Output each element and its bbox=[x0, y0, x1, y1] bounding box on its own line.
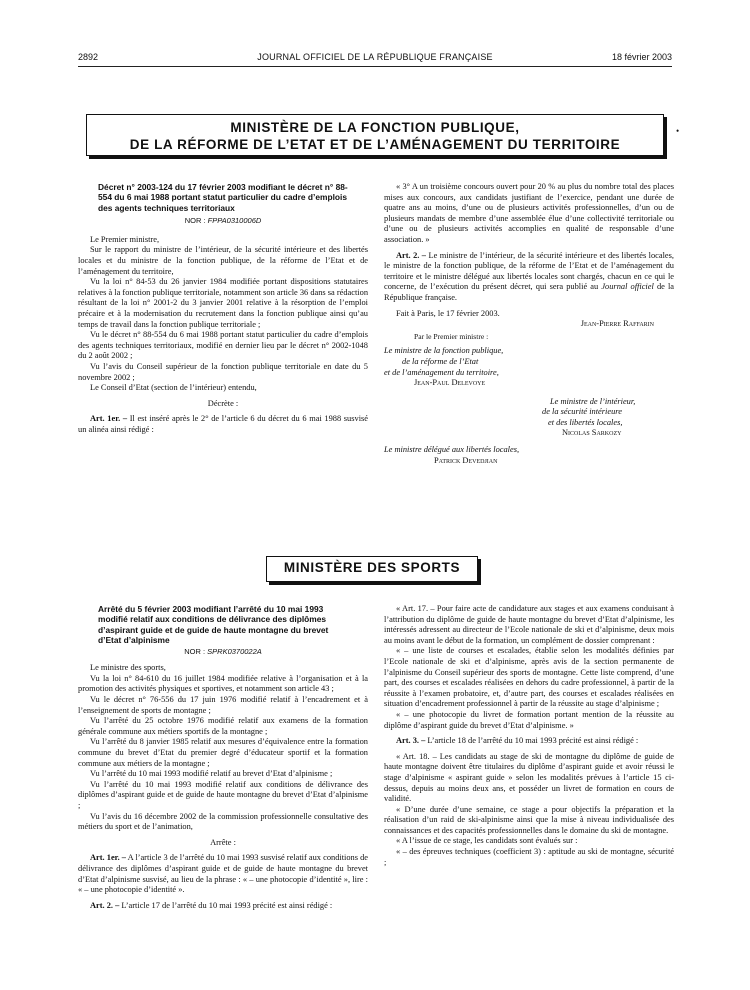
decret-art2-end: de la République française. bbox=[384, 282, 675, 302]
decret-right-column bbox=[384, 182, 674, 466]
decret-decrete: Décrète : bbox=[207, 398, 239, 408]
header-rule bbox=[78, 66, 672, 67]
decret-art1-text: Il est inséré après le 2° de l’article 6 du décret du 6 mai 1988 susvisé un alinéa ainsi rédigé : bbox=[78, 414, 368, 434]
arrete-epreuves: « – des épreuves techniques (coefficient 3) : aptitude au ski de montagne, sécurité ; bbox=[384, 847, 674, 867]
arrete-issue: « A l’issue de ce stage, les candidats sont évalués sur : bbox=[396, 836, 578, 846]
margin-mark: • bbox=[676, 126, 680, 136]
arrete-item2: « – une photocopie du livret de formation portant mention de la réussite au diplôme d’aspirant guide du brevet d’Etat d’alpinisme. » bbox=[384, 709, 674, 730]
arrete-p3: Vu le décret n° 76-556 du 17 juin 1976 modifié relatif à l’encadrement et à l’enseignement de sports de montagne ; bbox=[78, 695, 368, 715]
ministry-heading-line2: DE LA RÉFORME DE L’ETAT ET DE L’AMÉNAGEMENT DU TERRITOIRE bbox=[129, 137, 621, 152]
signature-del: Patrick Devedjian bbox=[434, 455, 498, 465]
signature-pm: Jean-Pierre Raffarin bbox=[580, 319, 654, 329]
signature-fp: Jean-Paul Delevoye bbox=[414, 378, 486, 388]
arrete-item1: « – une liste de courses et escalades, établie selon les modalités définies par l’Ecole nationale de ski et d’alpinisme, après avis de la section permanente de l’alpinisme du Conseil supérieur des sports de montagne. Cette liste comprend, d’une part, des courses et escalades réalisées en dehors du cadre professionnel, à partir de la réussite à l’examen probatoire, et, d’autre part, des courses et escalades réalisées en situation d’encadrement professionnel à partir de la réussite au stage d’alpinisme ; bbox=[384, 646, 674, 709]
nor-code: SPRK0370022A bbox=[207, 646, 262, 656]
issue-date: 18 février 2003 bbox=[611, 52, 672, 62]
decret-p6: Le Conseil d’Etat (section de l’intérieur) entendu, bbox=[90, 383, 257, 393]
decret-p2: Sur le rapport du ministre de l’intérieur, de la sécurité intérieure et des libertés locales et du ministre de la fonction publique, de la réforme de l’Etat et de l’aménagement du territoire, bbox=[78, 245, 368, 276]
decret-fait: Fait à Paris, le 17 février 2003. bbox=[396, 308, 500, 318]
min-int-line3: et des libertés locales, bbox=[548, 417, 623, 427]
arrete-art18: « Art. 18. – Les candidats au stage de ski de montagne du diplôme de guide de haute montagne doivent être titulaires du diplôme d’aspirant guide et avoir réussi le stage d’alpinisme « aspirant guide » selon les modalités prévues à l’article 15 ci-dessus, depuis au moins deux ans, et posséder un livret de formation en cours de validité. bbox=[384, 751, 674, 804]
ministry-sports-box: MINISTÈRE DES SPORTS bbox=[266, 556, 478, 582]
nor-label: NOR : bbox=[184, 216, 206, 226]
min-fp-line2: de la réforme de l’Etat bbox=[402, 356, 479, 366]
decret-art1-label: Art. 1er. – bbox=[90, 414, 128, 424]
arrete-p2: Vu la loi n° 84-610 du 16 juillet 1984 modifiée relative à l’organisation et à la promotion des activités physiques et sportives, et notamment son article 43 ; bbox=[78, 673, 368, 694]
arrete-art3-label: Art. 3. – bbox=[396, 736, 426, 746]
arrete-p8: Vu l’avis du 16 décembre 2002 de la commission professionnelle consultative des métiers du sport et de l’animation, bbox=[78, 811, 368, 832]
arrete-title: Arrêté du 5 février 2003 modifiant l’arrêté du 10 mai 1993 modifié relatif aux conditions de délivrance des diplômes d’aspirant guide et de guide de haute montagne du brevet d’Etat d’alpinisme bbox=[98, 604, 329, 646]
arrete-art2-text: L’article 17 de l’arrêté du 10 mai 1993 précité est ainsi rédigé : bbox=[121, 900, 333, 910]
arrete-art2-label: Art. 2. – bbox=[90, 900, 120, 910]
min-del-line: Le ministre délégué aux libertés locales, bbox=[384, 445, 520, 455]
arrete-p1: Le ministre des sports, bbox=[90, 663, 166, 673]
ministry-heading-line1: MINISTÈRE DE LA FONCTION PUBLIQUE, bbox=[230, 120, 520, 135]
min-int-line1: Le ministre de l’intérieur, bbox=[550, 396, 636, 406]
decret-p4: Vu le décret n° 88-554 du 6 mai 1988 portant statut particulier du cadre d’emplois des agents techniques territoriaux, modifié en dernier lieu par le décret n° 2002-1048 du 2 août 2002 ; bbox=[78, 330, 368, 361]
par-premier-ministre: Par le Premier ministre : bbox=[414, 331, 489, 341]
arrete-left-column bbox=[78, 604, 368, 911]
decret-quote: « 3° A un troisième concours ouvert pour 20 % au plus du nombre total des places mises aux concours, aux candidats justifiant de l’exercice, pendant une durée de quatre ans au moins, d’une ou de plusieurs activités professionnelles, d’un ou de plusieurs mandats de membre d’une assemblée élue d’une collectivité territoriale ou d’une ou de plusieurs activités accomplies en qualité de responsable d’une association. » bbox=[384, 182, 674, 244]
arrete-p4: Vu l’arrêté du 25 octobre 1976 modifié relatif aux examens de la formation générale commune aux métiers sportifs de la montagne ; bbox=[78, 716, 368, 736]
nor-label: NOR : bbox=[184, 646, 206, 656]
arrete-art17: « Art. 17. – Pour faire acte de candidature aux stages et aux examens conduisant à l’attribution du diplôme de guide de haute montagne du brevet d’Etat d’alpinisme, les intéressés adressent au directeur de l’Ecole nationale de ski et d’alpinisme, deux mois au moins avant le début de la formation, un complément de dossier comprenant : bbox=[384, 604, 674, 645]
nor-code: FPPA0310006D bbox=[207, 216, 262, 226]
min-int-line2: de la sécurité intérieure bbox=[542, 407, 622, 417]
signature-int: Nicolas Sarkozy bbox=[562, 428, 622, 438]
arrete-art1-text: A l’article 3 de l’arrêté du 10 mai 1993 susvisé relatif aux conditions de délivrance des diplômes d’aspirant guide et de guide de haute montagne du brevet d’Etat d’alpinisme susvisé, au lieu de la phrase : « – une photocopie d’identité », lire : « – une photocopie d’identité ». bbox=[78, 853, 368, 895]
decret-p1: Le Premier ministre, bbox=[90, 234, 160, 244]
journal-title: JOURNAL OFFICIEL DE LA RÉPUBLIQUE FRANÇAISE bbox=[257, 52, 493, 62]
ministry-heading-box bbox=[86, 114, 664, 156]
decret-nor bbox=[78, 216, 368, 227]
arrete-art1-label: Art. 1er. – bbox=[90, 853, 126, 863]
decret-art2-text: Le ministre de l’intérieur, de la sécurité intérieure et des libertés locales, le ministre de la fonction publique, de la réforme de l’Etat et de l’aménagement du territoire et le ministre délégué aux libertés locales sont chargés, chacun en ce qui le concerne, de l’exécution du présent décret, qui sera publié au bbox=[384, 250, 674, 292]
decret-p5: Vu l’avis du Conseil supérieur de la fonction publique territoriale en date du 5 novembre 2002 ; bbox=[78, 361, 368, 382]
arrete-right-column bbox=[384, 604, 674, 868]
decret-left-column bbox=[78, 182, 368, 436]
min-fp-line3: et de l’aménagement du territoire, bbox=[384, 367, 499, 377]
arrete-p5: Vu l’arrêté du 8 janvier 1985 relatif aux mesures d’équivalence entre la formation commune du brevet d’Etat du premier degré d’éducateur sportif et la formation commune aux métiers de la montagne ; bbox=[78, 737, 368, 768]
arrete-p6: Vu l’arrêté du 10 mai 1993 modifié relatif au brevet d’Etat d’alpinisme ; bbox=[90, 769, 333, 779]
arrete-art3-text: L’article 18 de l’arrêté du 10 mai 1993 précité est ainsi rédigé : bbox=[427, 736, 639, 746]
page-header bbox=[78, 52, 672, 66]
page-number: 2892 bbox=[78, 52, 99, 62]
arrete-p7: Vu l’arrêté du 10 mai 1993 modifié relatif aux conditions de délivrance des diplômes d’aspirant guide et de guide de haute montagne du brevet d’Etat d’alpinisme ; bbox=[78, 779, 368, 810]
decret-title: Décret n° 2003-124 du 17 février 2003 modifiant le décret n° 88-554 du 6 mai 1988 portant statut particulier du cadre d’emplois des agents techniques territoriaux bbox=[98, 182, 348, 213]
arrete-arrete: Arrête : bbox=[210, 837, 236, 847]
min-fp-line1: Le ministre de la fonction publique, bbox=[384, 346, 504, 356]
decret-p3: Vu la loi n° 84-53 du 26 janvier 1984 modifiée portant dispositions statutaires relatives à la fonction publique territoriale, notamment son article 36 dans sa rédaction résultant de la loi n° 2001-2 du 3 janvier 2001 relative à la résorption de l’emploi précaire et à la modernisation du recrutement dans la fonction publique ainsi qu’au temps de travail dans la fonction publique territoriale ; bbox=[78, 277, 369, 329]
decret-art2-label: Art. 2. – bbox=[396, 250, 426, 260]
arrete-nor bbox=[78, 647, 368, 658]
decret-art2-jo: Journal officiel bbox=[601, 282, 654, 292]
arrete-duree: « D’une durée d’une semaine, ce stage a pour objectifs la préparation et la réalisation d’un raid de ski-alpinisme ainsi que la mise à niveau individualisée des connaissances et des capacités professionnelles dans le domaine du ski de montagne. bbox=[384, 804, 674, 835]
